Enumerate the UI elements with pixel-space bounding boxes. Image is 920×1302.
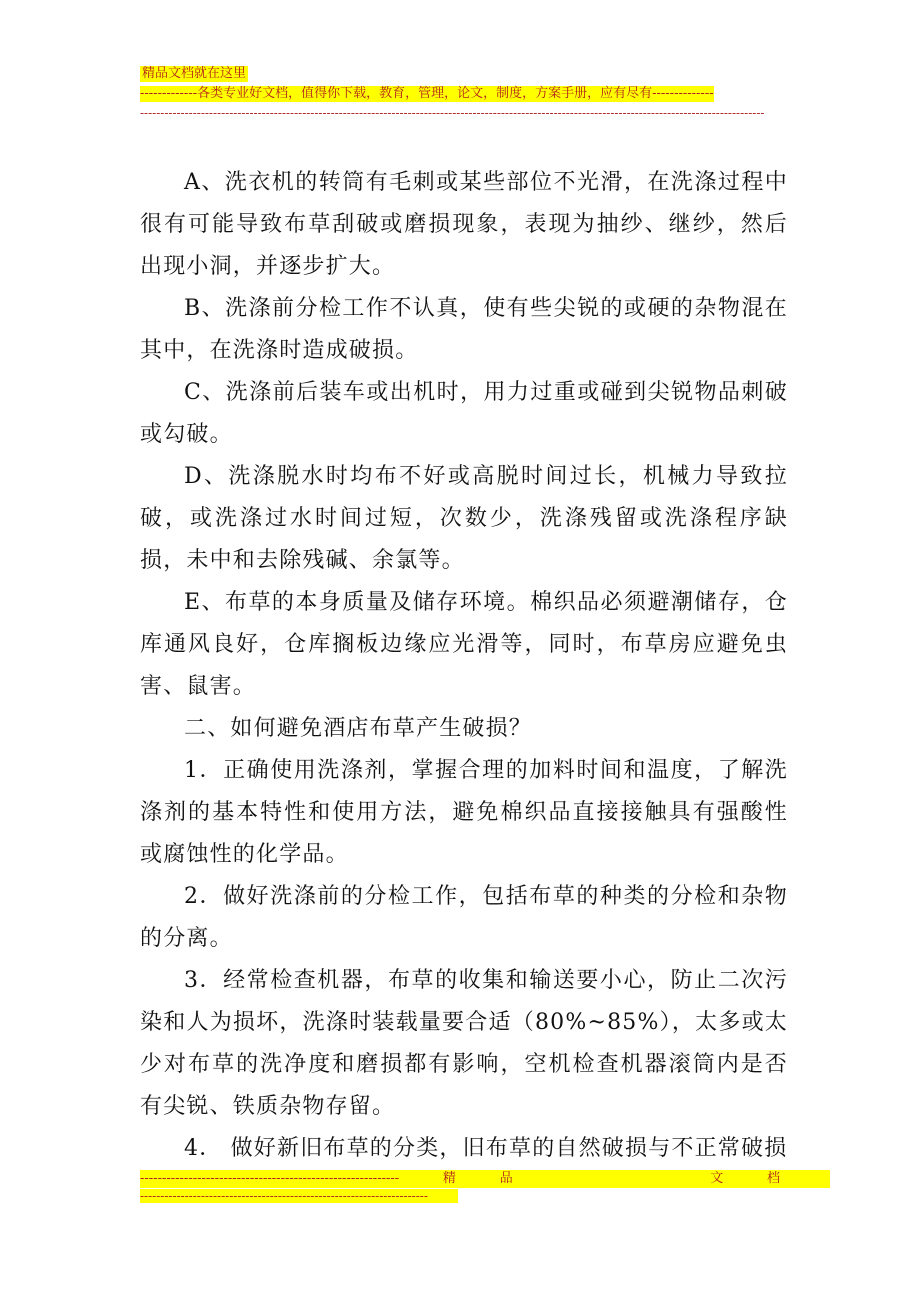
footer-label-3: 文 bbox=[710, 1171, 724, 1186]
paragraph-4: 4． 做好新旧布草的分类，旧布草的自然破损与不正常破损 bbox=[184, 1136, 788, 1161]
document-body bbox=[140, 162, 788, 1170]
paragraph-a: A、洗衣机的转筒有毛刺或某些部位不光滑，在洗涤过程中很有可能导致布草刮破或磨损现象，表现为抽纱、继纱，然后出现小洞，并逐步扩大。 bbox=[140, 170, 788, 279]
footer-label-spacer bbox=[556, 1170, 666, 1188]
footer-label-1: 精 bbox=[442, 1171, 456, 1186]
paragraph-e: E、布草的本身质量及储存环境。棉织品必须避潮储存，仓库通风良好，仓库搁板边缘应光滑等，同时，布草房应避免虫害、鼠害。 bbox=[140, 590, 788, 699]
header-title: 精品文档就在这里 bbox=[142, 66, 247, 81]
header-tagline: -------------各类专业好文档，值得你下载，教育，管理，论文，制度，方案手册，应有尽有-------------- bbox=[140, 86, 714, 101]
paragraph-c: C、洗涤前后装车或出机时，用力过重或碰到尖锐物品刺破或勾破。 bbox=[140, 380, 788, 447]
paragraph-d: D、洗涤脱水时均布不好或高脱时间过长，机械力导致拉破，或洗涤过水时间过短，次数少，洗涤残留或洗涤程序缺损，未中和去除残碱、余氯等。 bbox=[140, 464, 788, 573]
header-dash-rule: ---------------------------------------------------------------------------------------------------------------------------------------------------------- bbox=[140, 106, 765, 120]
paragraph-b: B、洗涤前分检工作不认真，使有些尖锐的或硬的杂物混在其中，在洗涤时造成破损。 bbox=[140, 296, 788, 363]
paragraph-3: 3．经常检查机器，布草的收集和输送要小心，防止二次污染和人为损坏，洗涤时装载量要合适（80%~85%），太多或太少对布草的洗净度和磨损都有影响，空机检查机器滚筒内是否有尖锐、铁质杂物存留。 bbox=[140, 968, 788, 1119]
paragraph-2: 2．做好洗涤前的分检工作，包括布草的种类的分检和杂物的分离。 bbox=[140, 884, 788, 951]
footer-label-2: 品 bbox=[499, 1171, 513, 1186]
footer-banner bbox=[140, 1170, 830, 1188]
footer bbox=[140, 1170, 830, 1203]
paragraph-1: 1．正确使用洗涤剂，掌握合理的加料时间和温度，了解洗涤剂的基本特性和使用方法，避免棉织品直接接触具有强酸性或腐蚀性的化学品。 bbox=[140, 758, 788, 867]
footer-label-4: 档 bbox=[766, 1171, 780, 1186]
section-heading: 二、如何避免酒店布草产生破损？ bbox=[184, 716, 533, 741]
footer-dash-rule: ----------------------------------------------------------------------- bbox=[140, 1189, 458, 1203]
footer-dashes: ----------------------------------------------------------- bbox=[140, 1171, 400, 1186]
